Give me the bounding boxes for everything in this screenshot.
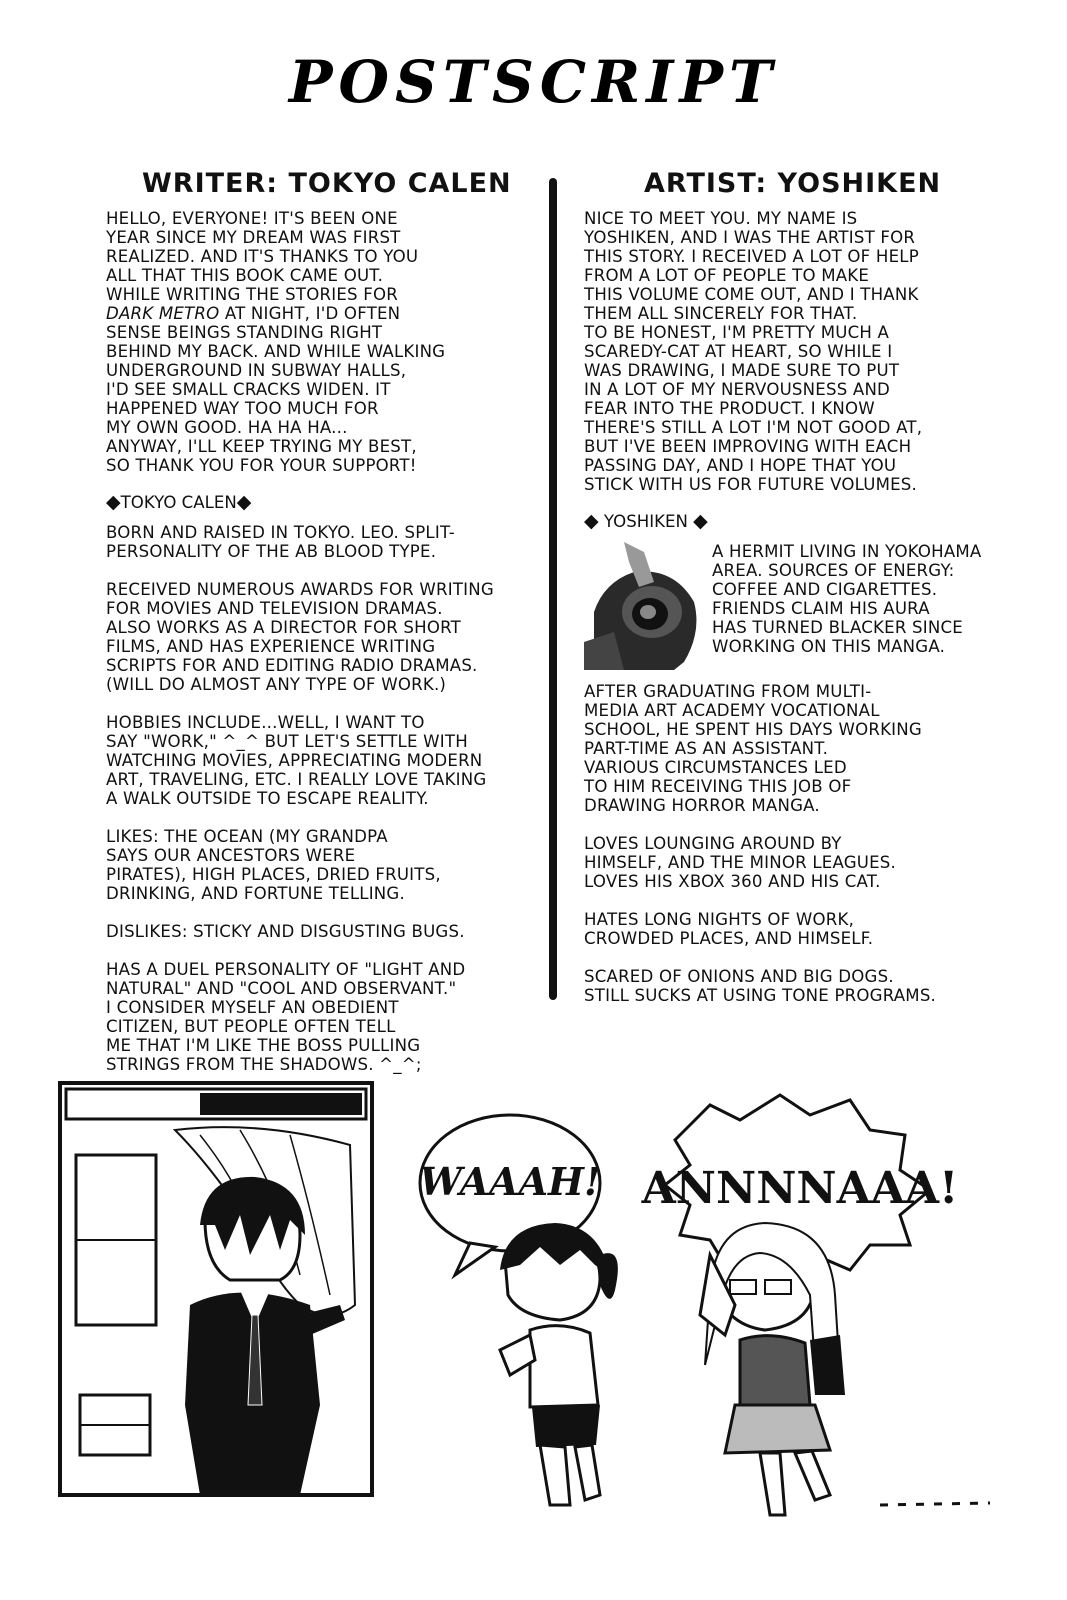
diamond-icon: ◆ [106, 491, 121, 513]
artist-bio-side: A HERMIT LIVING IN YOKOHAMA AREA. SOURCES OF ENERGY: COFFEE AND CIGARETTES. FRIENDS CLAIM HIS AURA HAS TURNED BLACKER SINCE WORKING ON THIS MANGA. [712, 542, 982, 656]
writer-bio-paragraph: HAS A DUEL PERSONALITY OF "LIGHT AND NATURAL" AND "COOL AND OBSERVANT." I CONSIDER MYSELF AN OBEDIENT CITIZEN, BUT PEOPLE OFTEN TELL ME THAT I'M LIKE THE BOSS PULLING STRINGS FROM THE SHADOWS. ^_^; [106, 960, 466, 1074]
writer-column [106, 168, 546, 1074]
artist-profile-label [584, 510, 1004, 532]
writer-heading: WRITER: TOKYO CALEN [142, 168, 512, 199]
writer-intro [106, 209, 546, 475]
girl-character-right-drawing [700, 1223, 845, 1515]
writer-profile-label [106, 491, 546, 513]
manga-illustration [0, 1075, 1067, 1595]
artist-bio-paragraph: LOVES LOUNGING AROUND BY HIMSELF, AND THE MINOR LEAGUES. LOVES HIS XBOX 360 AND HIS CAT. [584, 834, 897, 891]
diamond-icon: ◆ [584, 510, 599, 532]
writer-bio-paragraph: RECEIVED NUMEROUS AWARDS FOR WRITING FOR MOVIES AND TELEVISION DRAMAS. ALSO WORKS AS A DIRECTOR FOR SHORT FILMS, AND HAS EXPERIENCE WRITING SCRIPTS FOR AND EDITING RADIO DRAMAS. (WILL DO ALMOST ANY TYPE OF WORK.) [106, 580, 494, 694]
writer-intro-text: HELLO, EVERYONE! IT'S BEEN ONE YEAR SINCE MY DREAM WAS FIRST REALIZED. AND IT'S THANKS TO YOU ALL THAT THIS BOOK CAME OUT. WHILE WRITING THE STORIES FOR [106, 209, 419, 304]
artist-profile-name: YOSHIKEN [603, 512, 688, 531]
column-divider [549, 178, 557, 1000]
artist-column [584, 168, 1004, 1005]
artist-portrait-image [584, 542, 702, 670]
page-title: POSTSCRIPT [288, 48, 779, 116]
artist-bio-row [584, 542, 1004, 670]
writer-bio-paragraph: LIKES: THE OCEAN (MY GRANDPA SAYS OUR ANCESTORS WERE PIRATES), HIGH PLACES, DRIED FRUITS, DRINKING, AND FORTUNE TELLING. [106, 827, 441, 903]
writer-bio-paragraph: DISLIKES: STICKY AND DISGUSTING BUGS. [106, 922, 465, 941]
artist-intro: NICE TO MEET YOU. MY NAME IS YOSHIKEN, AND I WAS THE ARTIST FOR THIS STORY. I RECEIVED A LOT OF HELP FROM A LOT OF PEOPLE TO MAKE THIS VOLUME COME OUT, AND I THANK THEM ALL SINCERELY FOR THAT. TO BE HONEST, I'M PRETTY MUCH A SCAREDY-CAT AT HEART, SO WHILE I WAS DRAWING, I MADE SURE TO PUT IN A LOT OF MY NERVOUSNESS AND FEAR INTO THE PRODUCT. I KNOW THERE'S STILL A LOT I'M NOT GOOD AT, BUT I'VE BEEN IMPROVING WITH EACH PASSING DAY, AND I HOPE THAT YOU STICK WITH US FOR FUTURE VOLUMES. [584, 209, 923, 494]
diamond-icon: ◆ [236, 491, 252, 513]
writer-bio-paragraph: HOBBIES INCLUDE...WELL, I WANT TO SAY "WORK," ^_^ BUT LET'S SETTLE WITH WATCHING MOVIES, APPRECIATING MODERN ART, TRAVELING, ETC. I REALLY LOVE TAKING A WALK OUTSIDE TO ESCAPE REALITY. [106, 713, 487, 808]
diamond-icon: ◆ [693, 510, 708, 532]
artist-bio-paragraph: HATES LONG NIGHTS OF WORK, CROWDED PLACES, AND HIMSELF. [584, 910, 874, 948]
artist-bio-paragraph: AFTER GRADUATING FROM MULTI- MEDIA ART ACADEMY VOCATIONAL SCHOOL, HE SPENT HIS DAYS WORKING PART-TIME AS AN ASSISTANT. VARIOUS CIRCUMSTANCES LED TO HIM RECEIVING THIS JOB OF DRAWING HORROR MANGA. [584, 682, 922, 815]
writer-bio-paragraph: BORN AND RAISED IN TOKYO. LEO. SPLIT- PERSONALITY OF THE AB BLOOD TYPE. [106, 523, 455, 561]
writer-profile-name: TOKYO CALEN [120, 493, 237, 512]
girl-character-left-drawing [500, 1223, 618, 1505]
speech-bubble-left-text: WAAAH! [419, 1159, 601, 1204]
writer-intro-rest: AT NIGHT, I'D OFTEN SENSE BEINGS STANDING RIGHT BEHIND MY BACK. AND WHILE WALKING UNDERGROUND IN SUBWAY HALLS, I'D SEE SMALL CRACKS WIDEN. IT HAPPENED WAY TOO MUCH FOR MY OWN GOOD. HA HA HA... ANYWAY, I'LL KEEP TRYING MY BEST, SO THANK YOU FOR YOUR SUPPORT! [106, 304, 446, 475]
artist-bio-paragraph: SCARED OF ONIONS AND BIG DOGS. STILL SUCKS AT USING TONE PROGRAMS. [584, 967, 937, 1005]
speech-bubble-right-text: ANNNNAAA! [641, 1163, 959, 1214]
writer-intro-book-title: DARK METRO [106, 304, 220, 323]
artist-heading: ARTIST: YOSHIKEN [644, 168, 942, 199]
